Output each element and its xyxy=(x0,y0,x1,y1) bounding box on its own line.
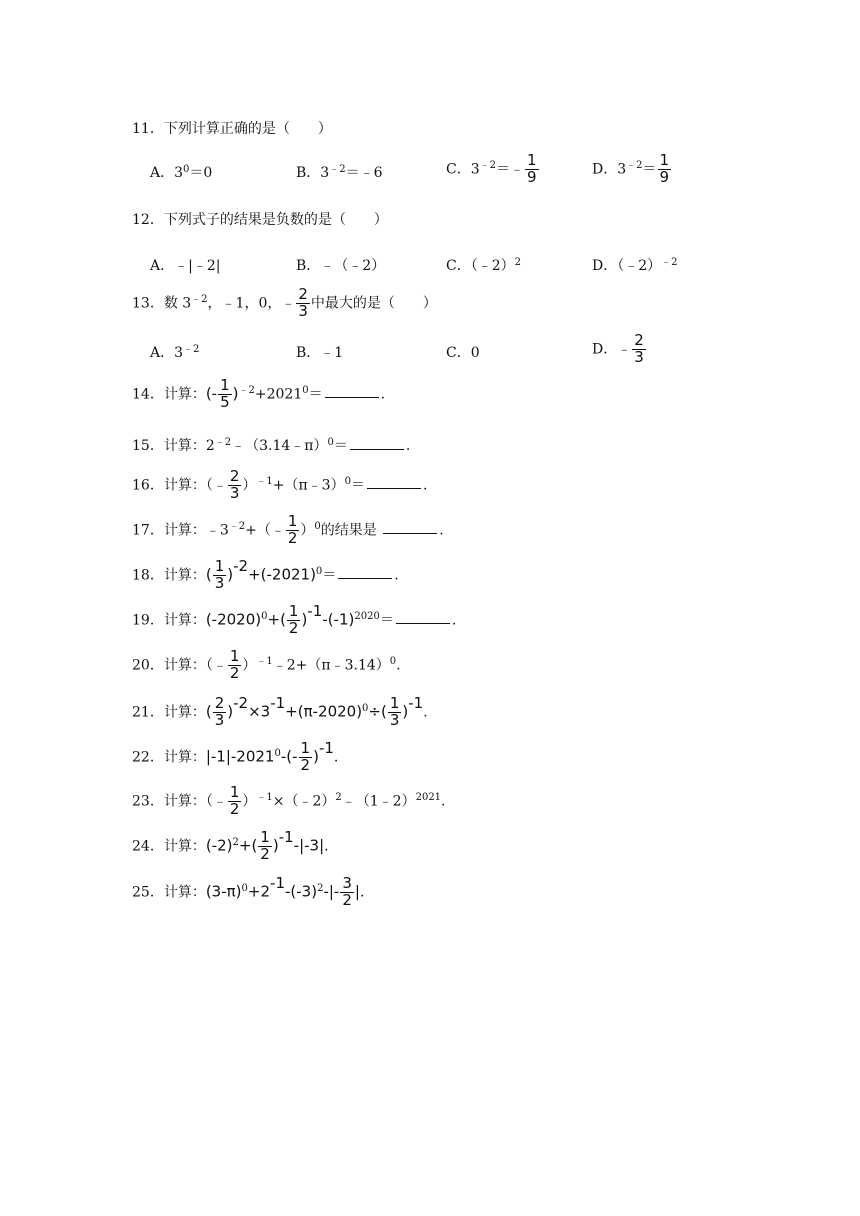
fraction: $\frac{2}{3}$ xyxy=(214,694,225,729)
fraction: $\frac{3}{2}$ xyxy=(342,874,352,909)
q11-option-c[interactable]: C．$3^{﹣2}=﹣$ $\frac{1}{9}$ xyxy=(446,151,537,186)
q11-option-a[interactable]: A．$3^0=0$ xyxy=(150,163,213,181)
fraction: $\frac{1}{3}$ xyxy=(214,557,225,592)
q13-option-d[interactable]: D．﹣ $\frac{2}{3}$ xyxy=(592,331,644,366)
question-22: 22．计算：|-1|-2021$^0$-(- $\frac{1}{2}$ )-1. xyxy=(132,739,339,774)
q13-option-b[interactable]: B．﹣1 xyxy=(296,345,344,361)
question-17: 17．计算：$﹣3^{﹣2}+(﹣$ $\frac{1}{2}$ ）$^0$的结果是 . xyxy=(132,512,444,547)
q12-option-a[interactable]: A．﹣|﹣2| xyxy=(150,258,221,274)
fraction: $\frac{1}{9}$ xyxy=(659,151,670,186)
question-19: 19．计算：$(-2020)^0+$( $\frac{1}{2}$ )$-1-(-1)^{2020}=$ . xyxy=(132,602,457,637)
q13-option-c[interactable]: C．0 xyxy=(446,345,480,361)
q12-option-c[interactable]: C．（﹣2）$^2$ xyxy=(446,256,521,274)
fraction: $\frac{1}{2}$ xyxy=(229,647,240,682)
q13-option-a[interactable]: A．$3^{﹣2}$ xyxy=(150,343,200,361)
answer-blank[interactable] xyxy=(338,577,392,579)
fraction: $\frac{2}{3}$ xyxy=(229,467,240,502)
fraction: $\frac{1}{5}$ xyxy=(220,376,230,411)
fraction: $\frac{1}{2}$ xyxy=(300,739,311,774)
fraction: $\frac{1}{3}$ xyxy=(389,694,400,729)
question-16: 16．计算：（﹣ $\frac{2}{3}$ ）$^{﹣1}$+（π﹣3）$^0$＝ . xyxy=(132,467,428,502)
fraction: $\frac{1}{2}$ xyxy=(229,783,240,818)
fraction: $\frac{2}{3}$ xyxy=(634,331,644,366)
answer-blank[interactable] xyxy=(396,622,450,624)
answer-blank[interactable] xyxy=(367,487,421,489)
question-18: 18．计算：( $\frac{1}{3}$ )$-2+(-2021)^0=$ . xyxy=(132,557,399,592)
fraction: $\frac{1}{2}$ xyxy=(288,602,299,637)
question-23: 23．计算：（﹣ $\frac{1}{2}$ ）$^{﹣1}$×（﹣2）$^2$﹣（1﹣2）$^{2021}$. xyxy=(132,783,446,818)
fraction: $\frac{1}{2}$ xyxy=(260,828,270,863)
fraction: $\frac{1}{9}$ xyxy=(527,151,537,186)
question-25: 25．计算：$(3-\pi)^0+2-1-(-3)^2-|-$ $\frac{3}{2}$ |. xyxy=(132,874,365,909)
question-24: 24．计算：$(-2)^2+$( $\frac{1}{2}$ )-1-|-3|. xyxy=(132,828,329,863)
answer-blank[interactable] xyxy=(325,396,379,398)
q12-option-b[interactable]: B．﹣（﹣2） xyxy=(296,258,386,274)
question-20: 20．计算：（﹣ $\frac{1}{2}$ ）$^{﹣1}$﹣2+（π﹣3.14）$^0$. xyxy=(132,647,401,682)
fraction: $\frac{1}{2}$ xyxy=(287,512,298,547)
question-12-stem: 12．下列式子的结果是负数的是（ ） xyxy=(132,212,388,228)
q11-option-d[interactable]: D．$3^{﹣2}=$ $\frac{1}{9}$ xyxy=(592,151,670,186)
question-11-stem: 11．下列计算正确的是（ ） xyxy=(132,121,332,137)
answer-blank[interactable] xyxy=(350,448,404,450)
question-14: 14．计算：(- $\frac{1}{5}$ )$^{﹣2}+2021^0=$ . xyxy=(132,376,386,411)
question-15: 15．计算：$2^{﹣2}﹣(3.14﹣\pi)^0=$ . xyxy=(132,436,411,454)
q12-option-d[interactable]: D．（﹣2）$^{﹣2}$ xyxy=(592,256,678,274)
question-13-stem: 13．数 $3^{﹣2}$，﹣1，0，﹣ $\frac{2}{3}$ 中最大的是（ ） xyxy=(132,285,437,320)
question-21: 21．计算：( $\frac{2}{3}$ )$-2\times 3-1+(\pi-2020)^0\div$( $\frac{1}{3}$ )-1. xyxy=(132,694,428,729)
fraction: $\frac{2}{3}$ xyxy=(298,285,308,320)
answer-blank[interactable] xyxy=(383,532,437,534)
q11-option-b[interactable]: B．$3^{﹣2}=﹣6$ xyxy=(296,163,383,181)
